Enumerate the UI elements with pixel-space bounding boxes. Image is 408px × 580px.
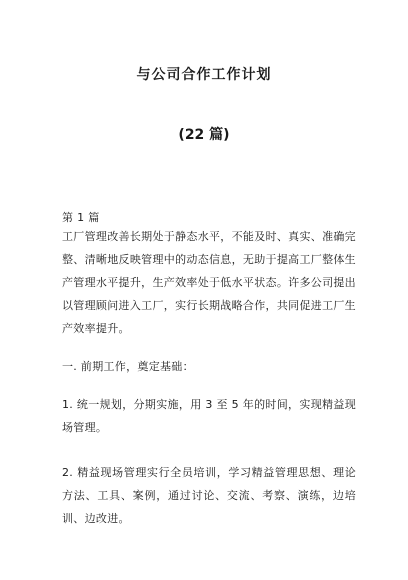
paragraph-intro: 工厂管理改善长期处于静态水平，不能及时、真实、准确完整、清晰地反映管理中的动态信息，无助于提高工厂整体生产管理水平提升，生产效率处于低水平状态。许多公司提出以管理顾问进入工厂，实行长期战略合作，共同促进工厂生产效率提升。 — [62, 230, 356, 335]
section-heading: 一. 前期工作，奠定基础： — [62, 360, 194, 373]
section-label: 第 1 篇 — [62, 211, 100, 224]
list-item: 1. 统一规划，分期实施，用 3 至 5 年的时间，实现精益现场管理。 — [62, 398, 356, 434]
list-item: 2. 精益现场管理实行全员培训，学习精益管理思想、理论方法、工具、案例，通过讨论、交流、考察、演练，边培训、边改进。 — [62, 466, 356, 525]
document-subtitle: (22 篇) — [178, 127, 230, 143]
document-title: 与公司合作工作计划 — [136, 67, 272, 83]
